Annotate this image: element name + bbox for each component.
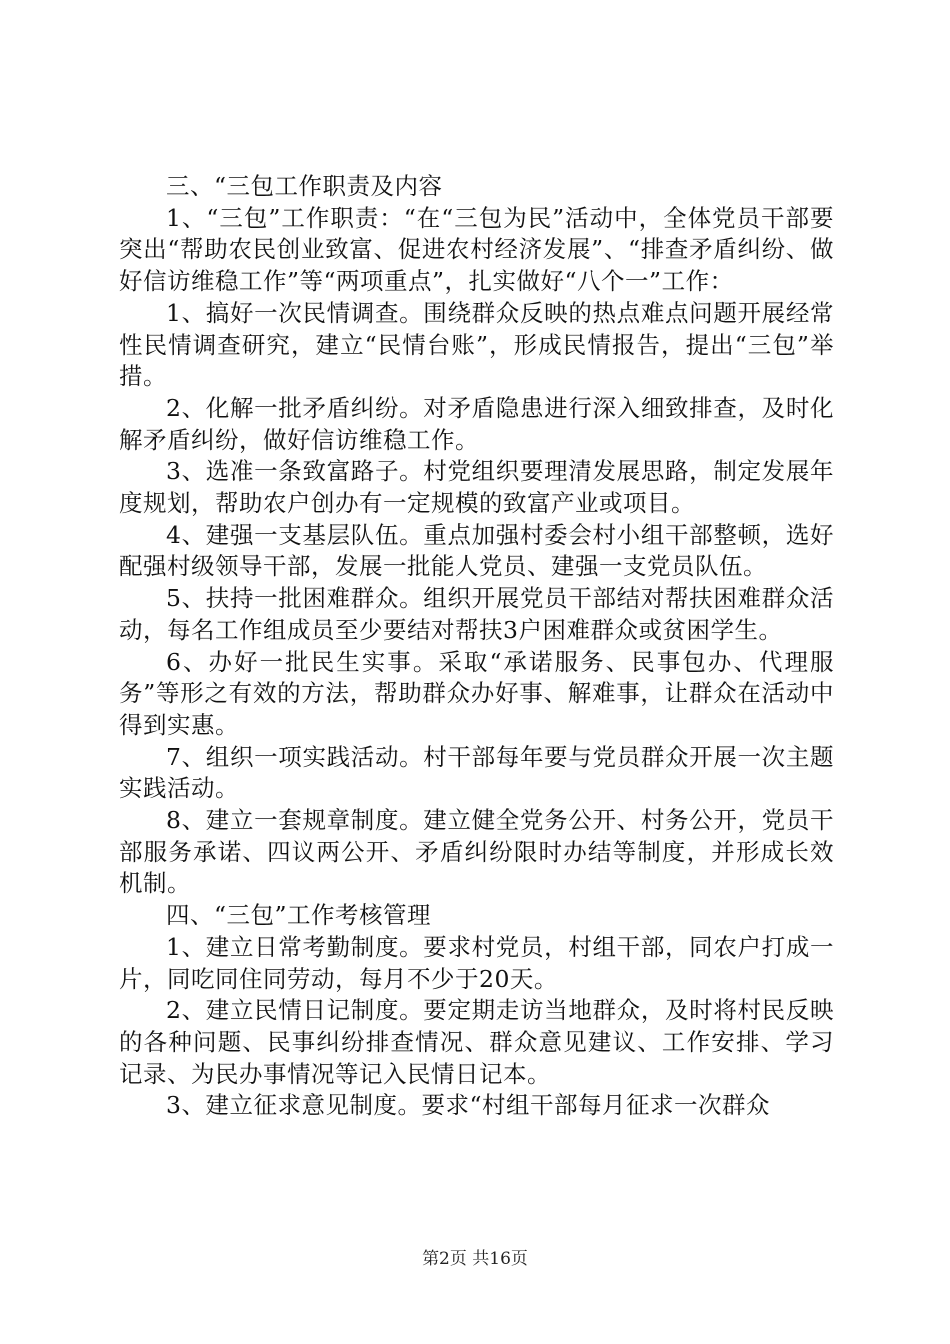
- page-footer: [0, 1244, 950, 1269]
- paragraph-item-5: 5、扶持一批困难群众。组织开展党员干部结对帮扶困难群众活动，每名工作组成员至少要结对帮扶3户困难群众或贫困学生。: [119, 584, 834, 644]
- paragraph-duties: 1、“三包”工作职责：“在“三包为民”活动中，全体党员干部要突出“帮助农民创业致富、促进农村经济发展”、“排查矛盾纠纷、做好信访维稳工作”等“两项重点”，扎实做好“八个一”工作：: [119, 203, 834, 296]
- page-number-label: 第2页 共16页: [422, 1249, 528, 1269]
- paragraph-item-2: 2、化解一批矛盾纠纷。对矛盾隐患进行深入细致排查，及时化解矛盾纠纷，做好信访维稳工作。: [119, 393, 834, 454]
- paragraph-item-7: 7、组织一项实践活动。村干部每年要与党员群众开展一次主题实践活动。: [119, 742, 834, 803]
- section-heading-4: 四、“三包”工作考核管理: [166, 901, 432, 930]
- paragraph-rule-2: 2、建立民情日记制度。要定期走访当地群众，及时将村民反映的各种问题、民事纠纷排查情况、群众意见建议、工作安排、学习记录、为民办事情况等记入民情日记本。: [119, 996, 834, 1088]
- paragraph-item-6: 6、办好一批民生实事。采取“承诺服务、民事包办、代理服务”等形之有效的方法，帮助群众办好事、解难事，让群众在活动中得到实惠。: [119, 647, 834, 739]
- section-heading-3: 三、“三包工作职责及内容: [166, 172, 443, 200]
- paragraph-item-4: 4、建强一支基层队伍。重点加强村委会村小组干部整顿，选好配强村级领导干部，发展一批能人党员、建强一支党员队伍。: [119, 520, 834, 581]
- paragraph-rule-3: 3、建立征求意见制度。要求“村组干部每月征求一次群众: [166, 1091, 770, 1120]
- paragraph-item-1: 1、搞好一次民情调查。围绕群众反映的热点难点问题开展经常性民情调查研究，建立“民情台账”，形成民情报告，提出“三包”举措。: [119, 298, 834, 391]
- paragraph-item-3: 3、选准一条致富路子。村党组织要理清发展思路，制定发展年度规划，帮助农户创办有一定规模的致富产业或项目。: [119, 457, 834, 518]
- document-body: [119, 171, 834, 1122]
- paragraph-rule-1: 1、建立日常考勤制度。要求村党员，村组干部，同农户打成一片，同吃同住同劳动，每月不少于20天。: [119, 932, 834, 993]
- paragraph-item-8: 8、建立一套规章制度。建立健全党务公开、村务公开，党员干部服务承诺、四议两公开、矛盾纠纷限时办结等制度，并形成长效机制。: [119, 806, 834, 898]
